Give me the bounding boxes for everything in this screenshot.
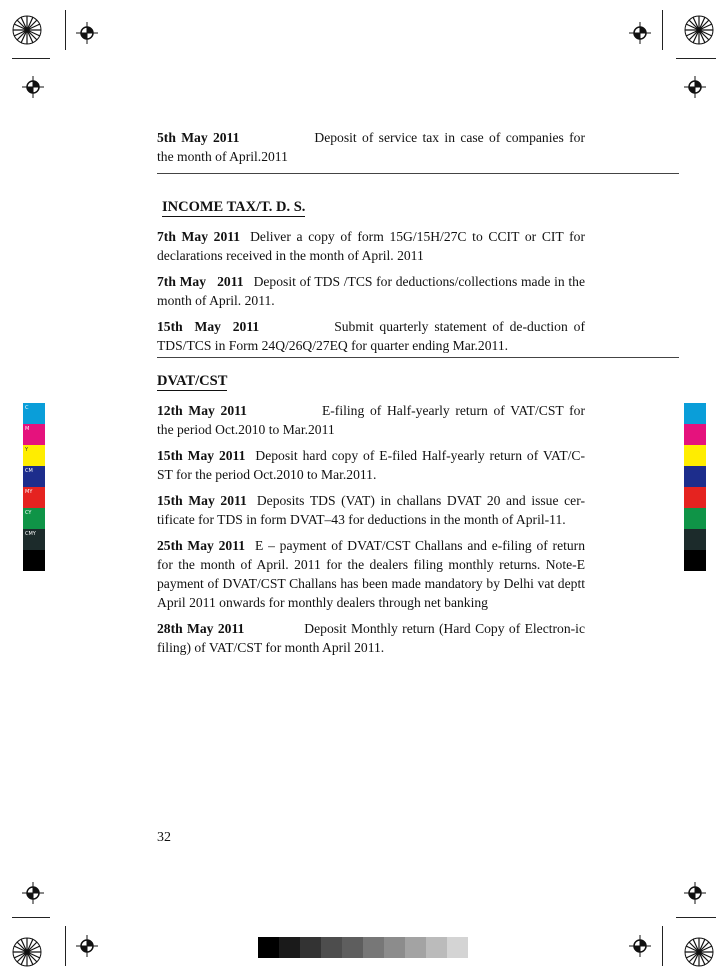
registration-mark-icon: [629, 935, 651, 957]
gray-step: [279, 937, 300, 958]
income-tax-entry: [157, 227, 585, 265]
dvat-entry: [157, 401, 585, 439]
entry-text: Deposit hard copy of E-filed Half-yearly return of VAT/C-ST for the period Oct.2010 to Mar.2011.: [157, 448, 585, 482]
star-target-icon: [684, 937, 714, 967]
gray-step: [384, 937, 405, 958]
swatch-cy: CY: [23, 508, 45, 529]
entry-text: Submit quarterly statement of de-duction of TDS/TCS in Form 24Q/26Q/27EQ for quarter ending Mar.2011.: [157, 319, 585, 353]
registration-mark-icon: [76, 935, 98, 957]
entry-date: 12th May 2011: [157, 403, 247, 418]
entry-text: E – payment of DVAT/CST Challans and e-filing of return for the month of April. 2011 for the dealers filing monthly returns. Note-E payment of DVAT/CST Challans has been made mandatory by Delhi vat deptt April 2011 onwards for monthly dealers through net banking: [157, 538, 585, 610]
dvat-entry: [157, 446, 585, 484]
swatch-k: [23, 550, 45, 571]
registration-mark-icon: [684, 882, 706, 904]
entry-date: 7th May 2011: [157, 229, 241, 244]
entry-text: Deposit of service tax in case of companies for the month of April.2011: [157, 130, 585, 164]
swatch-cmy: [684, 529, 706, 550]
swatch-cm: [684, 466, 706, 487]
crop-mark-tr-h: [676, 58, 716, 59]
crop-mark-tl-v: [65, 10, 66, 50]
entry-date: 15th May 2011: [157, 448, 246, 463]
income-tax-entry: [157, 317, 585, 355]
section-divider: [157, 173, 679, 174]
gray-step: [258, 937, 279, 958]
income-tax-entry: [157, 272, 585, 310]
registration-mark-icon: [684, 76, 706, 98]
section-heading-dvat: [157, 372, 585, 391]
entry-text: Deposits TDS (VAT) in challans DVAT 20 and issue cer-tificate for TDS in form DVAT–43 for deductions in the month of April-11.: [157, 493, 586, 527]
page-number: 32: [157, 830, 171, 845]
entry-date: 5th May 2011: [157, 130, 240, 145]
gray-step: [300, 937, 321, 958]
heading-text: DVAT/CST: [157, 373, 228, 389]
crop-mark-br-v: [662, 926, 663, 966]
swatch-m: [684, 424, 706, 445]
gray-step: [342, 937, 363, 958]
section-heading-income-tax: [162, 198, 585, 217]
crop-mark-tl-h: [12, 58, 50, 59]
swatch-cmy: CMY: [23, 529, 45, 550]
swatch-k: [684, 550, 706, 571]
gray-step: [468, 937, 489, 958]
gray-step: [321, 937, 342, 958]
gray-step: [426, 937, 447, 958]
section-divider: [157, 357, 679, 358]
entry-date: 7th May 2011: [157, 274, 244, 289]
swatch-m: M: [23, 424, 45, 445]
entry-text: Deposit Monthly return (Hard Copy of Electron-ic filing) of VAT/CST for month April 2011.: [157, 621, 585, 655]
dvat-entry: [157, 491, 585, 529]
entry-date: 15th May 2011: [157, 493, 247, 508]
star-target-icon: [684, 15, 714, 45]
dvat-entry: [157, 619, 585, 657]
entry-date: 28th May 2011: [157, 621, 245, 636]
crop-mark-bl-h: [12, 917, 50, 918]
registration-mark-icon: [76, 22, 98, 44]
page-content: [157, 128, 585, 664]
entry-text: E-filing of Half-yearly return of VAT/CST for the period Oct.2010 to Mar.2011: [157, 403, 585, 437]
gray-step: [405, 937, 426, 958]
entry-text: Deposit of TDS /TCS for deductions/collections made in the month of April. 2011.: [157, 274, 585, 308]
crop-mark-bl-v: [65, 926, 66, 966]
star-target-icon: [12, 937, 42, 967]
heading-text: INCOME TAX/T. D. S.: [162, 199, 306, 215]
gray-step: [363, 937, 384, 958]
crop-mark-tr-v: [662, 10, 663, 50]
swatch-cm: CM: [23, 466, 45, 487]
star-target-icon: [12, 15, 42, 45]
swatch-my: MY: [23, 487, 45, 508]
swatch-my: [684, 487, 706, 508]
gray-step: [447, 937, 468, 958]
registration-mark-icon: [629, 22, 651, 44]
dvat-entry: [157, 536, 585, 612]
registration-mark-icon: [22, 882, 44, 904]
swatch-c: [684, 403, 706, 424]
registration-mark-icon: [22, 76, 44, 98]
entry-date: 25th May 2011: [157, 538, 246, 553]
entry-text: Deliver a copy of form 15G/15H/27C to CCIT or CIT for declarations received in the month of April. 2011: [157, 229, 586, 263]
entry-date: 15th May 2011: [157, 319, 260, 334]
swatch-cy: [684, 508, 706, 529]
swatch-y: [684, 445, 706, 466]
crop-mark-br-h: [676, 917, 716, 918]
service-tax-entry: [157, 128, 585, 166]
swatch-c: C: [23, 403, 45, 424]
swatch-y: Y: [23, 445, 45, 466]
